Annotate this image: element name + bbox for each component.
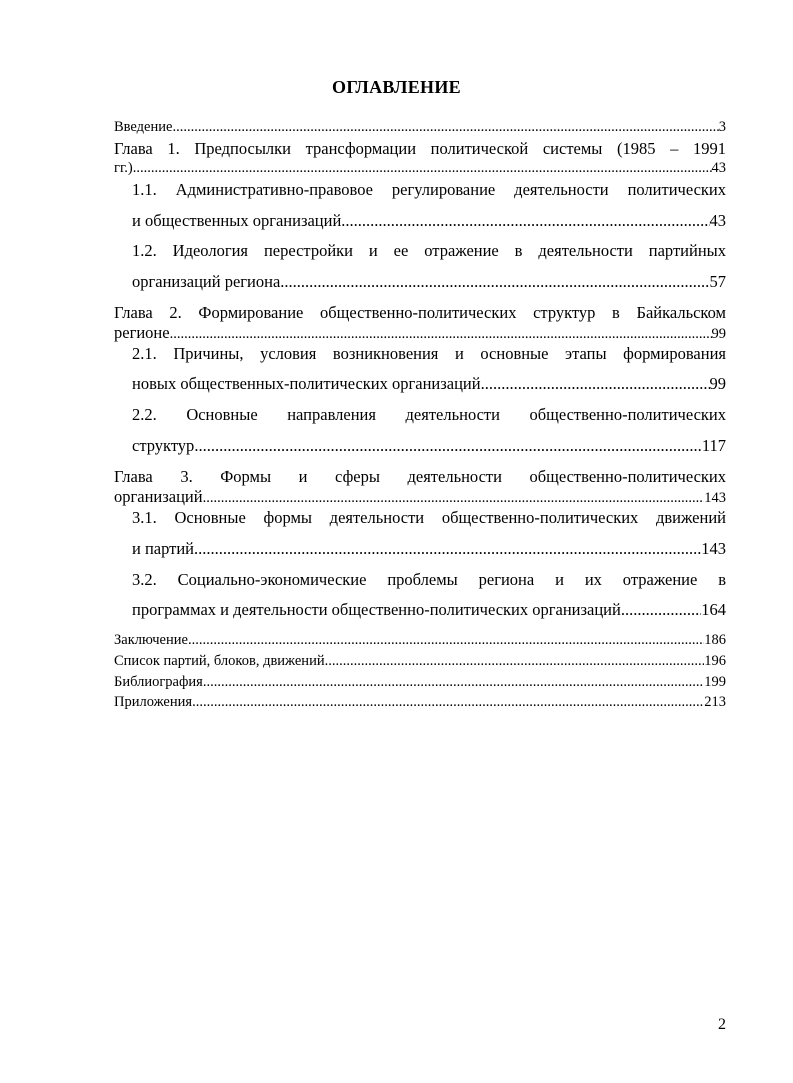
toc-page-number: 164 <box>701 600 726 619</box>
toc-leader <box>481 374 710 394</box>
toc-entry-title-cont: организаций региона <box>132 272 281 291</box>
toc-entry-chapter-1 <box>114 139 726 159</box>
toc-entry-title: Список партий, блоков, движений <box>114 653 325 669</box>
toc-page-number: 3 <box>718 119 726 135</box>
toc-page-number: 99 <box>709 374 726 393</box>
toc-entry-title: 3.1. Основные формы деятельности общественно-политических движений <box>132 508 726 527</box>
toc-leader <box>341 211 709 231</box>
toc-entry-section-2-2 <box>132 405 726 425</box>
toc-leader <box>194 436 702 456</box>
toc-entry-title: 3.2. Социально-экономические проблемы региона и их отражение в <box>132 570 726 589</box>
toc-entry-chapter-1-page <box>114 160 726 177</box>
toc-entry-title-cont: программах и деятельности общественно-политических организаций <box>132 600 621 619</box>
toc-entry-section-1-1-page <box>132 211 726 231</box>
toc-entry-appendices <box>114 694 726 711</box>
toc-page-number: 143 <box>701 539 726 558</box>
toc-entry-section-3-2-page <box>132 600 726 620</box>
toc-entry-section-3-1 <box>132 508 726 528</box>
toc-entry-title: Библиография <box>114 674 203 690</box>
toc-leader <box>188 632 704 649</box>
page-number: 2 <box>718 1016 726 1033</box>
toc-entry-section-1-2-page <box>132 272 726 292</box>
toc-entry-chapter-3 <box>114 467 726 487</box>
toc-entry-title-cont: и общественных организаций <box>132 211 342 230</box>
toc-entry-section-3-1-page <box>132 539 726 559</box>
toc-entry-section-2-1-page <box>132 374 726 394</box>
toc-entry-title-cont: гг.) <box>114 160 133 176</box>
toc-page-number: 57 <box>709 272 726 291</box>
toc-leader <box>133 160 712 177</box>
toc-page-number: 199 <box>704 674 726 690</box>
toc-entry-title-cont: структур <box>132 436 195 455</box>
toc-page-number: 186 <box>704 632 726 648</box>
toc-entry-section-1-1 <box>132 180 726 200</box>
toc-leader <box>192 694 704 711</box>
toc-page-number: 117 <box>701 436 726 455</box>
toc-entry-section-2-2-page <box>132 436 726 456</box>
toc-entry-title-cont: и партий <box>132 539 195 558</box>
toc-page-number: 213 <box>704 694 726 710</box>
toc-entry-party-list <box>114 653 726 670</box>
toc-entry-title-cont: регионе <box>114 323 170 342</box>
toc-entry-introduction <box>114 119 726 136</box>
toc-leader <box>172 119 718 136</box>
toc-page-number: 143 <box>704 490 726 506</box>
toc-leader <box>170 326 712 343</box>
toc-leader <box>621 600 701 620</box>
toc-entry-title: Введение <box>114 119 173 135</box>
toc-leader <box>325 653 705 670</box>
toc-entry-title: Глава 3. Формы и сферы деятельности общественно-политических <box>114 467 726 486</box>
toc-entry-title: 1.1. Административно-правовое регулирование деятельности политических <box>132 180 726 199</box>
toc-entry-chapter-2-page <box>114 323 726 343</box>
toc-entry-title: Глава 2. Формирование общественно-политических структур в Байкальском <box>114 303 726 322</box>
toc-entry-title: 2.2. Основные направления деятельности общественно-политических <box>132 405 726 424</box>
toc-entry-title: 2.1. Причины, условия возникновения и основные этапы формирования <box>132 344 726 363</box>
toc-entry-title: Заключение <box>114 632 188 648</box>
toc-page-number: 43 <box>709 211 726 230</box>
toc-entry-chapter-3-page <box>114 487 726 507</box>
page-title: ОГЛАВЛЕНИЕ <box>332 77 461 97</box>
toc-page-number: 196 <box>704 653 726 669</box>
toc-entry-title-cont: новых общественных-политических организаций <box>132 374 481 393</box>
toc-leader <box>203 674 704 691</box>
toc-page-number: 99 <box>711 326 726 342</box>
toc-entry-title: Глава 1. Предпосылки трансформации политической системы (1985 – 1991 <box>114 139 726 158</box>
toc-entry-bibliography <box>114 674 726 691</box>
toc-page-number: 43 <box>711 160 726 176</box>
toc-entry-section-1-2 <box>132 241 726 261</box>
toc-entry-title-cont: организаций <box>114 487 203 506</box>
toc-entry-section-3-2 <box>132 570 726 590</box>
toc-entry-section-2-1 <box>132 344 726 364</box>
toc-entry-title: Приложения <box>114 694 193 710</box>
toc-leader <box>194 539 701 559</box>
toc-leader <box>203 490 705 507</box>
toc-leader <box>280 272 709 292</box>
toc-entry-chapter-2 <box>114 303 726 323</box>
toc-entry-title: 1.2. Идеология перестройки и ее отражение в деятельности партийных <box>132 241 726 260</box>
toc-entry-conclusion <box>114 632 726 649</box>
